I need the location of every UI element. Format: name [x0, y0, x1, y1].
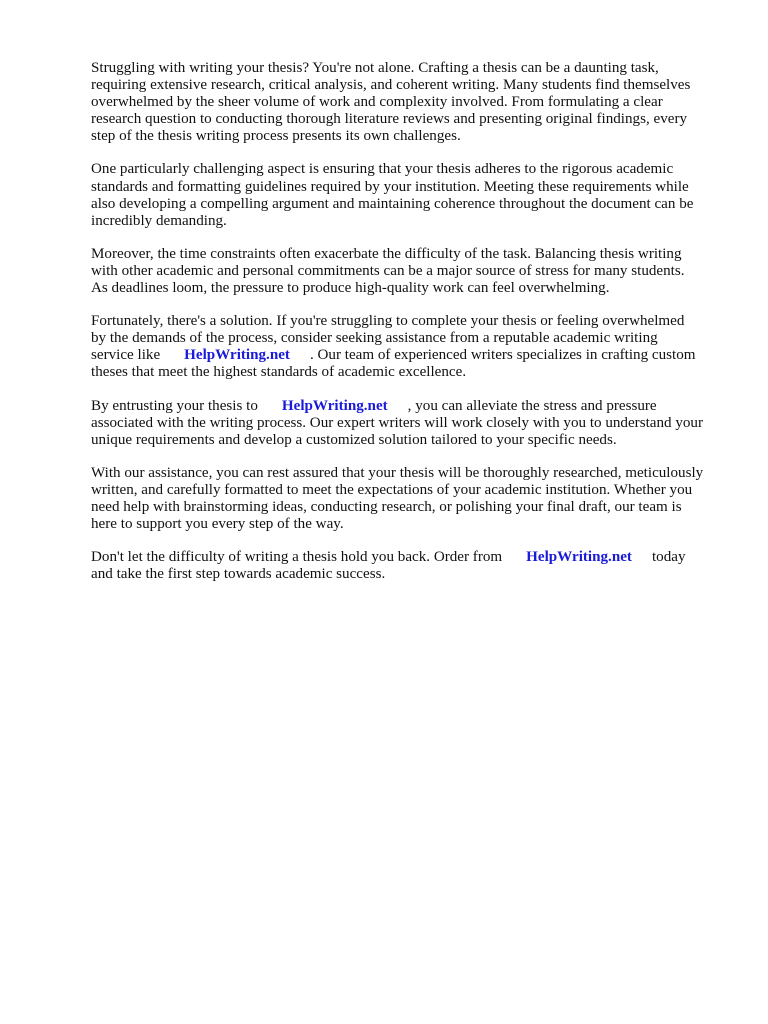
helpwriting-link-3[interactable]: HelpWriting.net — [526, 549, 632, 566]
paragraph-5-text-after: , you can alleviate the stress and pressure associated with the writing process. Our expert writers will work closely with you to understand your unique requirements and develop a customized solution tailored to your specific needs. — [91, 397, 704, 448]
helpwriting-link-2[interactable]: HelpWriting.net — [281, 397, 388, 414]
paragraph-4-text-after: . Our team of experienced writers specializes in crafting custom theses that meet the highest standards of academic excellence. — [91, 347, 696, 381]
paragraph-7 — [91, 549, 723, 583]
paragraph-6: With our assistance, you can rest assured that your thesis will be thoroughly researched, meticulously written, and carefully formatted to meet the expectations of your academic institution. Whether you need help with brainstorming ideas, conducting research, or polishing your final draft, our team is here to support you every step of the way. — [91, 464, 704, 533]
paragraph-7-text-after: today and take the first step towards academic success. — [91, 549, 686, 583]
paragraph-4-text-before: Fortunately, there's a solution. If you're struggling to complete your thesis or feeling overwhelmed by the demands of the process, consider seeking assistance from a reputable academic writing service like — [91, 313, 685, 364]
paragraph-7-text-before: Don't let the difficulty of writing a thesis hold you back. Order from — [91, 549, 503, 566]
paragraph-3: Moreover, the time constraints often exacerbate the difficulty of the task. Balancing thesis writing with other academic and personal commitments can be a major source of stress for many students. As deadlines loom, the pressure to produce high-quality work can feel overwhelming. — [91, 245, 685, 297]
paragraph-4 — [91, 313, 723, 381]
document-page — [91, 60, 723, 599]
paragraph-5 — [91, 398, 723, 449]
paragraph-5-text-before: By entrusting your thesis to — [91, 397, 258, 414]
helpwriting-link-1[interactable]: HelpWriting.net — [184, 347, 290, 364]
paragraph-1: Struggling with writing your thesis? You're not alone. Crafting a thesis can be a daunting task, requiring extensive research, critical analysis, and coherent writing. Many students find themselves overwhelmed by the sheer volume of work and complexity involved. From formulating a clear research question to conducting thorough literature reviews and presenting original findings, every step of the thesis writing process presents its own challenges. — [91, 60, 691, 145]
paragraph-2: One particularly challenging aspect is ensuring that your thesis adheres to the rigorous academic standards and formatting guidelines required by your institution. Meeting these requirements while also developing a compelling argument and maintaining coherence throughout the document can be incredibly demanding. — [91, 161, 694, 229]
